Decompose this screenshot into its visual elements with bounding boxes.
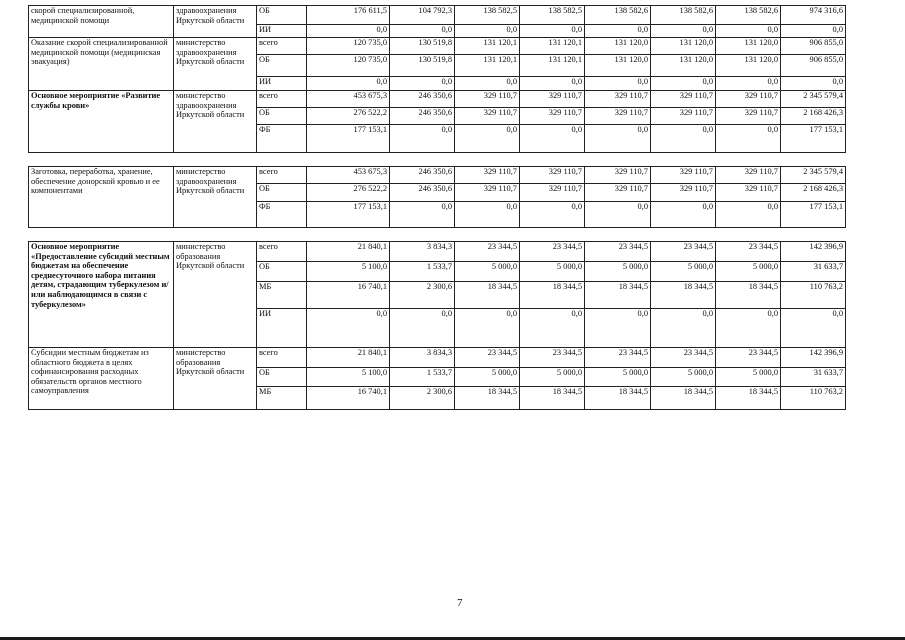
value-cell: 0,0 <box>585 125 651 153</box>
value-cell: 276 522,2 <box>307 184 390 202</box>
funding-source-cell: ИИ <box>257 309 307 348</box>
value-cell: 0,0 <box>585 202 651 228</box>
value-cell: 138 582,6 <box>651 6 716 25</box>
value-cell: 0,0 <box>520 125 585 153</box>
value-cell: 0,0 <box>390 309 455 348</box>
value-cell: 1 533,7 <box>390 368 455 387</box>
value-cell: 18 344,5 <box>651 282 716 309</box>
value-cell: 21 840,1 <box>307 242 390 262</box>
value-cell: 18 344,5 <box>520 282 585 309</box>
funding-source-cell: МБ <box>257 282 307 309</box>
value-cell: 5 000,0 <box>651 368 716 387</box>
value-cell: 130 519,8 <box>390 55 455 77</box>
value-cell: 18 344,5 <box>651 387 716 410</box>
value-cell: 246 350,6 <box>390 167 455 184</box>
total-value-cell: 110 763,2 <box>781 387 846 410</box>
executor-cell: министерство образования Иркутской области <box>174 348 257 410</box>
value-cell: 176 611,5 <box>307 6 390 25</box>
value-cell: 0,0 <box>455 77 520 91</box>
value-cell: 18 344,5 <box>585 387 651 410</box>
value-cell: 18 344,5 <box>716 282 781 309</box>
funding-source-cell: ФБ <box>257 202 307 228</box>
section-spacer <box>29 228 846 242</box>
value-cell: 246 350,6 <box>390 184 455 202</box>
value-cell: 23 344,5 <box>651 242 716 262</box>
value-cell: 276 522,2 <box>307 108 390 125</box>
value-cell: 0,0 <box>585 77 651 91</box>
value-cell: 329 110,7 <box>651 184 716 202</box>
value-cell: 0,0 <box>585 309 651 348</box>
value-cell: 131 120,0 <box>716 38 781 55</box>
value-cell: 0,0 <box>390 125 455 153</box>
table-row <box>29 91 846 108</box>
value-cell: 329 110,7 <box>520 108 585 125</box>
total-value-cell: 177 153,1 <box>781 202 846 228</box>
funding-source-cell: всего <box>257 38 307 55</box>
value-cell: 0,0 <box>455 25 520 38</box>
value-cell: 453 675,3 <box>307 91 390 108</box>
total-value-cell: 2 345 579,4 <box>781 167 846 184</box>
value-cell: 329 110,7 <box>651 91 716 108</box>
total-value-cell: 2 168 426,3 <box>781 184 846 202</box>
value-cell: 5 000,0 <box>455 368 520 387</box>
value-cell: 131 120,0 <box>651 55 716 77</box>
value-cell: 0,0 <box>520 77 585 91</box>
funding-source-cell: ИИ <box>257 77 307 91</box>
value-cell: 18 344,5 <box>585 282 651 309</box>
funding-source-cell: ОБ <box>257 184 307 202</box>
value-cell: 0,0 <box>390 25 455 38</box>
value-cell: 0,0 <box>651 309 716 348</box>
value-cell: 23 344,5 <box>455 242 520 262</box>
page-number: 7 <box>457 597 463 609</box>
value-cell: 0,0 <box>651 25 716 38</box>
value-cell: 5 000,0 <box>651 262 716 282</box>
value-cell: 23 344,5 <box>651 348 716 368</box>
total-value-cell: 0,0 <box>781 77 846 91</box>
value-cell: 23 344,5 <box>585 348 651 368</box>
value-cell: 5 000,0 <box>585 368 651 387</box>
value-cell: 246 350,6 <box>390 108 455 125</box>
value-cell: 0,0 <box>651 202 716 228</box>
value-cell: 5 000,0 <box>520 368 585 387</box>
value-cell: 0,0 <box>585 25 651 38</box>
value-cell: 0,0 <box>651 77 716 91</box>
value-cell: 2 300,6 <box>390 282 455 309</box>
value-cell: 16 740,1 <box>307 282 390 309</box>
value-cell: 0,0 <box>520 202 585 228</box>
value-cell: 2 300,6 <box>390 387 455 410</box>
value-cell: 5 000,0 <box>716 368 781 387</box>
budget-table-body <box>29 6 846 410</box>
activity-name-cell: Субсидии местным бюджетам из областного бюджета в целях софинансирования расходных обязательств органов местного самоуправления <box>29 348 174 410</box>
total-value-cell: 142 396,9 <box>781 242 846 262</box>
value-cell: 0,0 <box>455 309 520 348</box>
table-row <box>29 6 846 25</box>
total-value-cell: 0,0 <box>781 25 846 38</box>
value-cell: 16 740,1 <box>307 387 390 410</box>
value-cell: 5 000,0 <box>716 262 781 282</box>
funding-source-cell: ОБ <box>257 6 307 25</box>
value-cell: 177 153,1 <box>307 125 390 153</box>
total-value-cell: 142 396,9 <box>781 348 846 368</box>
total-value-cell: 974 316,6 <box>781 6 846 25</box>
value-cell: 0,0 <box>307 309 390 348</box>
value-cell: 329 110,7 <box>585 167 651 184</box>
total-value-cell: 31 633,7 <box>781 262 846 282</box>
value-cell: 18 344,5 <box>455 282 520 309</box>
funding-source-cell: всего <box>257 167 307 184</box>
value-cell: 0,0 <box>390 77 455 91</box>
value-cell: 23 344,5 <box>585 242 651 262</box>
value-cell: 3 834,3 <box>390 242 455 262</box>
value-cell: 138 582,5 <box>455 6 520 25</box>
value-cell: 1 533,7 <box>390 262 455 282</box>
executor-cell: министерство образования Иркутской области <box>174 242 257 348</box>
value-cell: 329 110,7 <box>716 108 781 125</box>
total-value-cell: 906 855,0 <box>781 38 846 55</box>
value-cell: 177 153,1 <box>307 202 390 228</box>
value-cell: 3 834,3 <box>390 348 455 368</box>
value-cell: 329 110,7 <box>585 184 651 202</box>
executor-cell: министерство здравоохранения Иркутской области <box>174 38 257 91</box>
activity-name-cell: Оказание скорой специализированной медицинской помощи (медицинская эвакуация) <box>29 38 174 91</box>
value-cell: 131 120,0 <box>585 38 651 55</box>
executor-cell: здравоохранения Иркутской области <box>174 6 257 38</box>
value-cell: 23 344,5 <box>716 348 781 368</box>
value-cell: 131 120,0 <box>651 38 716 55</box>
value-cell: 0,0 <box>520 25 585 38</box>
funding-source-cell: ФБ <box>257 125 307 153</box>
value-cell: 0,0 <box>455 125 520 153</box>
value-cell: 329 110,7 <box>585 108 651 125</box>
value-cell: 329 110,7 <box>520 184 585 202</box>
value-cell: 5 000,0 <box>520 262 585 282</box>
value-cell: 104 792,3 <box>390 6 455 25</box>
value-cell: 23 344,5 <box>520 348 585 368</box>
table-row <box>29 38 846 55</box>
value-cell: 120 735,0 <box>307 38 390 55</box>
value-cell: 0,0 <box>716 309 781 348</box>
value-cell: 0,0 <box>716 202 781 228</box>
value-cell: 131 120,1 <box>520 38 585 55</box>
value-cell: 0,0 <box>651 125 716 153</box>
value-cell: 0,0 <box>520 309 585 348</box>
value-cell: 21 840,1 <box>307 348 390 368</box>
value-cell: 120 735,0 <box>307 55 390 77</box>
funding-source-cell: ИИ <box>257 25 307 38</box>
value-cell: 23 344,5 <box>520 242 585 262</box>
value-cell: 18 344,5 <box>716 387 781 410</box>
total-value-cell: 2 168 426,3 <box>781 108 846 125</box>
funding-source-cell: ОБ <box>257 368 307 387</box>
funding-source-cell: всего <box>257 242 307 262</box>
value-cell: 453 675,3 <box>307 167 390 184</box>
value-cell: 329 110,7 <box>520 91 585 108</box>
value-cell: 329 110,7 <box>455 167 520 184</box>
value-cell: 329 110,7 <box>520 167 585 184</box>
total-value-cell: 906 855,0 <box>781 55 846 77</box>
value-cell: 329 110,7 <box>651 108 716 125</box>
funding-source-cell: ОБ <box>257 108 307 125</box>
section-spacer <box>29 153 846 167</box>
value-cell: 246 350,6 <box>390 91 455 108</box>
value-cell: 138 582,6 <box>585 6 651 25</box>
value-cell: 329 110,7 <box>716 91 781 108</box>
activity-name-cell: скорой специализированной, медицинской помощи <box>29 6 174 38</box>
activity-name-cell: Заготовка, переработка, хранение, обеспечение донорской кровью и ее компонентами <box>29 167 174 228</box>
value-cell: 131 120,1 <box>520 55 585 77</box>
value-cell: 0,0 <box>716 125 781 153</box>
executor-cell: министерство здравоохранения Иркутской области <box>174 167 257 228</box>
value-cell: 0,0 <box>455 202 520 228</box>
total-value-cell: 31 633,7 <box>781 368 846 387</box>
value-cell: 0,0 <box>390 202 455 228</box>
activity-name-cell: Основное мероприятие «Развитие службы крови» <box>29 91 174 153</box>
value-cell: 329 110,7 <box>455 108 520 125</box>
value-cell: 329 110,7 <box>455 184 520 202</box>
value-cell: 0,0 <box>307 25 390 38</box>
value-cell: 131 120,1 <box>455 55 520 77</box>
value-cell: 5 100,0 <box>307 368 390 387</box>
activity-name-cell: Основное мероприятие «Предоставление субсидий местным бюджетам на обеспечение среднесуточного набора питания детям, страдающим туберкулезом и/или наблюдающимся в связи с туберкулезом» <box>29 242 174 348</box>
total-value-cell: 0,0 <box>781 309 846 348</box>
total-value-cell: 2 345 579,4 <box>781 91 846 108</box>
value-cell: 5 100,0 <box>307 262 390 282</box>
value-cell: 0,0 <box>307 77 390 91</box>
value-cell: 329 110,7 <box>651 167 716 184</box>
table-row <box>29 348 846 368</box>
funding-source-cell: всего <box>257 91 307 108</box>
value-cell: 18 344,5 <box>520 387 585 410</box>
funding-source-cell: ОБ <box>257 262 307 282</box>
value-cell: 130 519,8 <box>390 38 455 55</box>
budget-table <box>28 5 846 410</box>
value-cell: 138 582,5 <box>520 6 585 25</box>
executor-cell: министерство здравоохранения Иркутской области <box>174 91 257 153</box>
table-row <box>29 167 846 184</box>
value-cell: 329 110,7 <box>716 184 781 202</box>
value-cell: 131 120,0 <box>585 55 651 77</box>
value-cell: 5 000,0 <box>455 262 520 282</box>
funding-source-cell: ОБ <box>257 55 307 77</box>
value-cell: 0,0 <box>716 25 781 38</box>
value-cell: 329 110,7 <box>716 167 781 184</box>
value-cell: 0,0 <box>716 77 781 91</box>
spacer-cell <box>29 153 846 167</box>
total-value-cell: 110 763,2 <box>781 282 846 309</box>
value-cell: 329 110,7 <box>585 91 651 108</box>
value-cell: 329 110,7 <box>455 91 520 108</box>
value-cell: 138 582,6 <box>716 6 781 25</box>
value-cell: 23 344,5 <box>455 348 520 368</box>
total-value-cell: 177 153,1 <box>781 125 846 153</box>
funding-source-cell: МБ <box>257 387 307 410</box>
value-cell: 131 120,0 <box>716 55 781 77</box>
value-cell: 23 344,5 <box>716 242 781 262</box>
spacer-cell <box>29 228 846 242</box>
table-row <box>29 242 846 262</box>
value-cell: 18 344,5 <box>455 387 520 410</box>
value-cell: 5 000,0 <box>585 262 651 282</box>
value-cell: 131 120,1 <box>455 38 520 55</box>
funding-source-cell: всего <box>257 348 307 368</box>
